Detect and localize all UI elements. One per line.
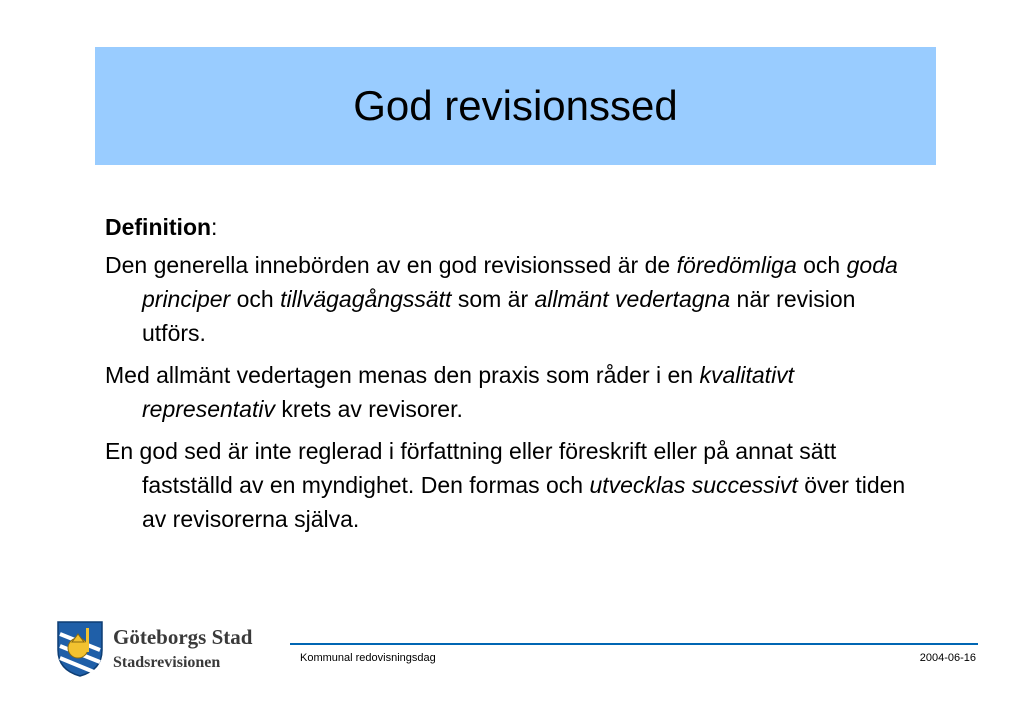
paragraph-1 — [105, 248, 925, 350]
body-text: och — [230, 286, 281, 312]
emphasis-text: utvecklas successivt — [589, 472, 798, 498]
definition-colon: : — [211, 214, 218, 240]
logo-title: Göteborgs Stad — [113, 625, 253, 649]
body-text: Den generella innebörden av en god revisionssed är de — [105, 252, 677, 278]
definition-heading — [105, 210, 925, 244]
slide-body — [105, 210, 925, 544]
footer-event-name: Kommunal redovisningsdag — [300, 652, 436, 664]
body-text: när revision utförs. — [142, 286, 856, 346]
body-text: som är — [451, 286, 535, 312]
emphasis-text: föredömliga — [676, 252, 797, 278]
body-text: En god sed är inte reglerad i författning eller föreskrift eller på annat sätt fastställd av en myndighet. Den formas och — [105, 438, 837, 498]
paragraph-2 — [105, 358, 925, 426]
footer-divider — [290, 643, 978, 645]
body-text: Med allmänt vedertagen menas den praxis som råder i en — [105, 362, 700, 388]
goteborgs-stad-logo — [56, 620, 271, 682]
body-text: över tiden av revisorerna själva. — [142, 472, 906, 532]
body-text: krets av revisorer. — [274, 396, 463, 422]
emphasis-text: goda principer — [142, 252, 898, 312]
city-crest-icon — [56, 620, 104, 678]
emphasis-text: kvalitativt representativ — [142, 362, 795, 422]
logo-subtitle: Stadsrevisionen — [113, 654, 221, 671]
definition-label: Definition — [105, 214, 212, 240]
body-text: och — [796, 252, 847, 278]
title-banner — [95, 47, 936, 165]
emphasis-text: tillvägagångssätt — [280, 286, 452, 312]
paragraph-3 — [105, 434, 925, 536]
slide-title: God revisionssed — [353, 82, 678, 129]
emphasis-text: allmänt vedertagna — [534, 286, 731, 312]
footer-date: 2004-06-16 — [919, 652, 976, 664]
